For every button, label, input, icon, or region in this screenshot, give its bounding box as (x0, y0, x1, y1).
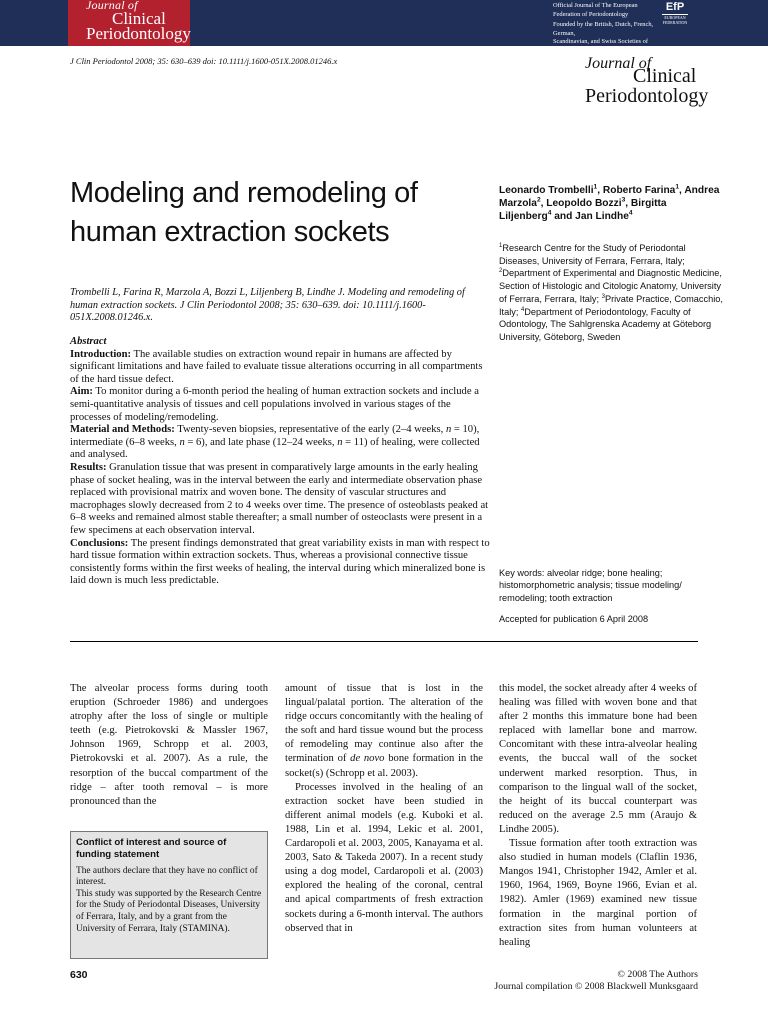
body-paragraph: this model, the socket already after 4 weeks of healing was filled with woven bone and that after 2 months this immature bone had been replaced with lamellar bone and marrow. Concomitant with these intra-alveolar healing events, the buccal wall of the socket underwent marked resorption. Thus, in comparison to the lingual wall of the socket, the height of its buccal counterpart was reduced on the average 2.5 mm (Araujo & Lindhe 2005). (499, 683, 697, 835)
keywords: Key words: alveolar ridge; bone healing; histomorphometric analysis; tissue modeling/ remodeling; tooth extraction (499, 568, 682, 603)
banner-logo-line2: Clinical (112, 9, 166, 28)
abstract-section (70, 538, 490, 588)
title-line: human extraction sockets (70, 216, 390, 248)
body-column-1 (70, 682, 268, 809)
copyright-line: Journal compilation © 2008 Blackwell Munksgaard (494, 981, 698, 993)
abstract-section-label: Results: (70, 461, 107, 473)
abstract-section (70, 349, 490, 387)
efp-subtitle: EUROPEAN FEDERATION (662, 15, 688, 25)
conflict-of-interest-box (70, 831, 268, 959)
banner-info-line: Scandinavian, and Swiss Societies of Periodontology (553, 38, 648, 54)
funding-text: This study was supported by the Research Centre for the Study of Periodontal Diseases, University of Ferrara, Italy, and by a grant from the University of Ferrara, Italy (STAMINA). (76, 888, 262, 934)
efp-mark: EfP (665, 1, 685, 13)
banner-info (553, 2, 658, 56)
banner-info-line: Founded by the British, Dutch, French, German, (553, 21, 654, 37)
abstract-section (70, 462, 490, 538)
conflict-box-heading: Conflict of interest and source of funding statement (76, 837, 227, 860)
article-title (70, 174, 480, 252)
copyright-line: © 2008 The Authors (617, 969, 698, 980)
conflict-box-text: The authors declare that they have no conflict of interest. (76, 865, 258, 888)
banner-logo-line1: Journal of (86, 0, 138, 12)
body-paragraph: amount of tissue that is lost in the lingual/palatal portion. The alteration of the ridge occurs concomitantly with the healing of the soft and hard tissue wound but the process of remodeling may continue also after the termination of de novo bone formation in the socket(s) (Schropp et al. 2003). (285, 683, 483, 779)
abstract-section (70, 386, 490, 424)
journal-banner (0, 0, 768, 54)
abstract-section-label: Conclusions: (70, 537, 129, 549)
abstract-section-text: Twenty-seven biopsies, representative of the early (2–4 weeks, n = 10), intermediate (6–8 weeks, n = 6), and late phase (12–24 weeks, n = 11) of healing, were collected and analysed. (70, 424, 480, 461)
accepted-date: Accepted for publication 6 April 2008 (499, 614, 649, 624)
banner-info-line: Federation of Periodontology (553, 10, 629, 18)
author-list: Leonardo Trombelli$^1$, Roberto Farina$^1$, Andrea Marzola$^2$, Leopoldo Bozzi$^3$, Birgitta Liljenberg$^4$ and Jan Lindhe$^4$ (499, 183, 720, 222)
journal-logo (585, 55, 709, 107)
article-citation: J Clin Periodontol 2008; 35: 630–639 doi: 10.1111/j.1600-051X.2008.01246.x (70, 56, 338, 66)
body-paragraph: Tissue formation after tooth extraction was also studied in human models (Claflin 1936, Mangos 1941, Christopher 1942, Amler et al. 1960, 1964, 1969, Boyne 1966, Evian et al. 1982). Amler (1969) examined new tissue formation in the marginal portion of extraction sites from human volunteers at healing (499, 838, 697, 948)
journal-logo-line1: Journal of (585, 55, 652, 72)
author-affiliations: $^1$Research Centre for the Study of Periodontal Diseases, University of Ferrara, Ferrara, Italy; $^2$Department of Experimental and Diagnostic Medicine, Section of Histologic and Citologic Anatomy, University of Ferrara, Ferrara, Italy; $^3$Private Practice, Comacchio, Italy; $^4$Department of Periodontology, Faculty of Odontology, The Sahlgrenska Academy at Göteborg University, Göteborg, Sweden (499, 242, 723, 342)
body-column-3 (499, 682, 697, 950)
journal-logo-line3: Periodontology (585, 85, 709, 107)
page-number: 630 (70, 969, 88, 981)
abstract-heading: Abstract (70, 336, 107, 347)
article-reference: Trombelli L, Farina R, Marzola A, Bozzi L, Liljenberg B, Lindhe J. Modeling and remodeling of human extraction sockets. J Clin Periodontol 2008; 35: 630–639. doi: 10.1111/j.1600-051X.2008.01246.x. (70, 287, 465, 324)
banner-info-line: Official Journal of The European (553, 2, 638, 9)
abstract-section-text: The available studies on extraction wound repair in humans are affected by significant limitations and have failed to evaluate tissue alterations occurring in all compartments of the hard tissue defect. (70, 348, 483, 385)
abstract (70, 336, 490, 588)
body-column-2 (285, 682, 483, 936)
banner-journal-logo (68, 0, 190, 46)
abstract-section-label: Material and Methods: (70, 424, 175, 436)
abstract-section-label: Aim: (70, 386, 93, 398)
title-line: Modeling and remodeling of (70, 177, 418, 209)
abstract-section-text: Granulation tissue that was present in comparatively large amounts in the early healing phase of socket healing, was in the interval between the early and intermediate observation phase replaced with provisional matrix and woven bone. The density of vascular structures and macrophages slowly decreased from 2 to 4 weeks over time. The presence of osteoblasts peaked at 6–8 weeks and remained almost stable thereafter; a small number of osteoclasts were present in a few specimens at each observation interval. (70, 461, 489, 536)
abstract-section-text: To monitor during a 6-month period the healing of human extraction sockets and include a semi-quantitative analysis of tissues and cell populations involved in various stages of the processes of modeling/remodeling. (70, 386, 479, 423)
body-paragraph: The alveolar process forms during tooth eruption (Schroeder 1986) and undergoes atrophy after the loss of single or multiple teeth (e.g. Pietrokovski & Massler 1967, Johnson 1969, Schropp et al. 2003, Pietrokovski et al. 2007). As a rule, the resorption of the buccal compartment of the ridge – after tooth removal – is more pronounced than the (70, 683, 268, 807)
banner-logo-line3: Periodontology (86, 24, 191, 43)
abstract-section-text: The present findings demonstrated that great variability exists in man with respect to hard tissue formation within extraction sockets. Thus, whereas a provisional connective tissue consistently forms within the first weeks of healing, the interval during which mineralized bone is laid down is much less predictable. (70, 537, 490, 587)
body-paragraph: Processes involved in the healing of an extraction socket have been studied in different animal models (e.g. Kuboki et al. 1988, Lin et al. 1994, Lekic et al. 2001, Cardaropoli et al. 2003, 2005, Kanayama et al. 2003, Sato & Takeda 2007). In a recent study using a dog model, Cardaropoli et al. (2003) explored the healing of the coronal, central and apical compartments of fresh extraction sockets during a 6-month interval. The authors observed that in (285, 781, 483, 934)
efp-logo (662, 2, 688, 25)
copyright-notice (494, 969, 698, 993)
journal-logo-line2: Clinical (633, 65, 697, 87)
abstract-section (70, 424, 490, 462)
section-divider (70, 641, 698, 642)
abstract-section-label: Introduction: (70, 348, 132, 360)
